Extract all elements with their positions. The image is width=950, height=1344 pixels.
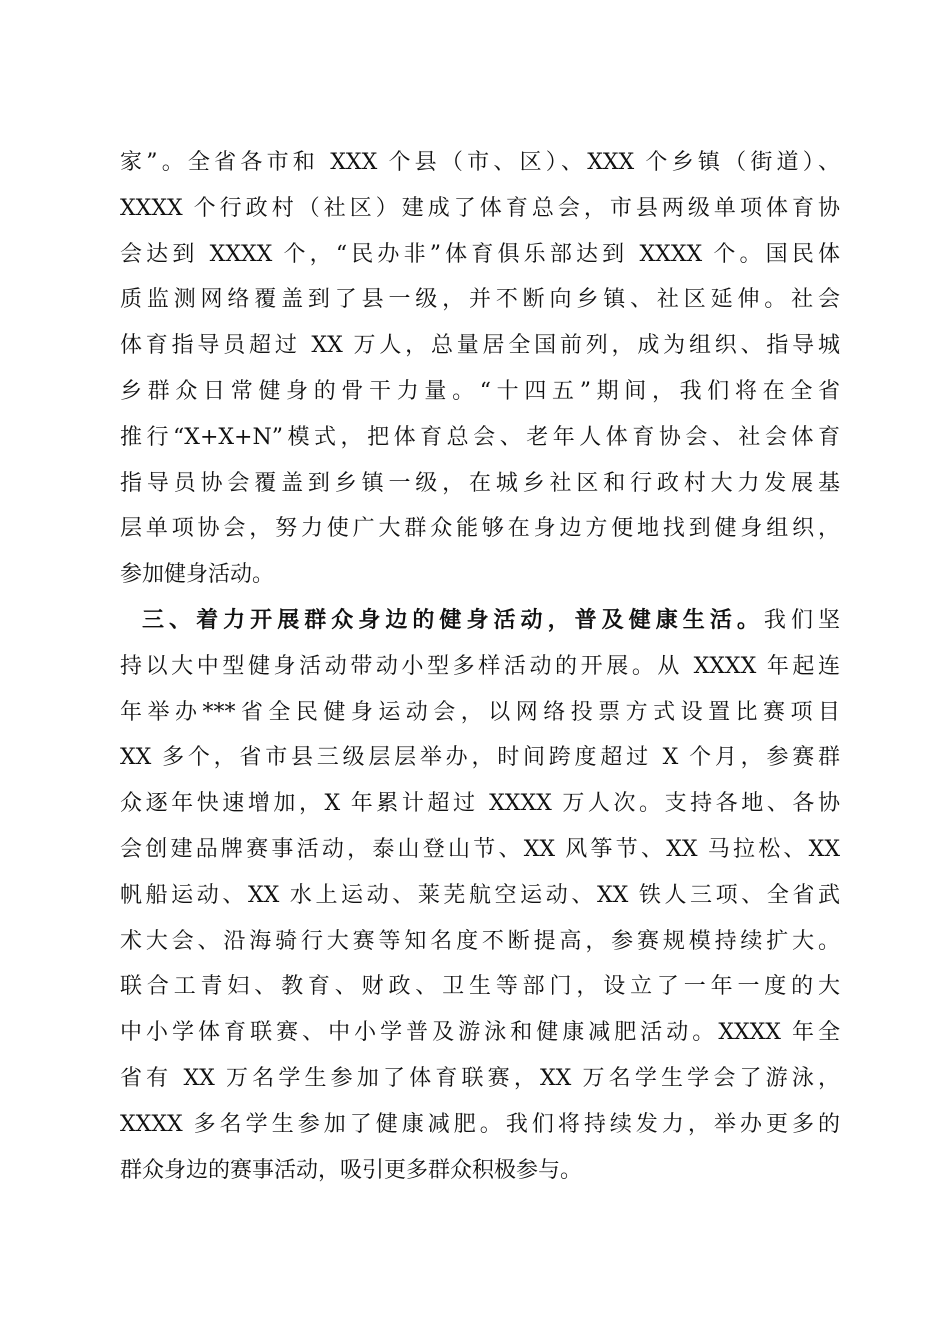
paragraph-line: 会达到 XXXX 个，“民办非”体育俱乐部达到 XXXX 个。国民体 xyxy=(120,241,840,267)
paragraph-line: 帆船运动、XX 水上运动、莱芜航空运动、XX 铁人三项、全省武 xyxy=(120,882,840,908)
paragraph-line: 众逐年快速增加，X 年累计超过 XXXX 万人次。支持各地、各协 xyxy=(120,791,840,817)
paragraph-line: XXXX 多名学生参加了健康减肥。我们将持续发力，举办更多的 xyxy=(120,1111,840,1137)
paragraph-line: 群众身边的赛事活动，吸引更多群众积极参与。 xyxy=(120,1157,583,1183)
paragraph-1 xyxy=(120,140,840,598)
paragraph-line: 推行“X+X+N”模式，把体育总会、老年人体育协会、社会体育 xyxy=(120,424,840,450)
paragraph-line: 层单项协会，努力使广大群众能够在身边方便地找到健身组织， xyxy=(120,516,840,542)
paragraph-line: 会创建品牌赛事活动，泰山登山节、XX 风筝节、XX 马拉松、XX xyxy=(120,836,840,862)
paragraph-line: 联合工青妇、教育、财政、卫生等部门，设立了一年一度的大 xyxy=(120,974,840,1000)
paragraph-line: XX 多个，省市县三级层层举办，时间跨度超过 X 个月，参赛群 xyxy=(120,745,840,771)
paragraph-first-line xyxy=(120,598,840,644)
paragraph-line: 乡群众日常健身的骨干力量。“十四五”期间，我们将在全省 xyxy=(120,378,840,404)
section-heading: 三、着力开展群众身边的健身活动，普及健康生活。 xyxy=(142,607,764,633)
paragraph-line: 持以大中型健身活动带动小型多样活动的开展。从 XXXX 年起连 xyxy=(120,653,840,679)
paragraph-line: XXXX 个行政村（社区）建成了体育总会，市县两级单项体育协 xyxy=(120,195,840,221)
paragraph-line: 省有 XX 万名学生参加了体育联赛，XX 万名学生学会了游泳， xyxy=(120,1065,840,1091)
paragraph-line: 指导员协会覆盖到乡镇一级，在城乡社区和行政村大力发展基 xyxy=(120,470,840,496)
paragraph-line: 年举办***省全民健身运动会，以网络投票方式设置比赛项目 xyxy=(120,699,840,725)
paragraph-line: 术大会、沿海骑行大赛等知名度不断提高，参赛规模持续扩大。 xyxy=(120,928,840,954)
heading-line-continuation: 我们坚 xyxy=(763,607,840,633)
document-body xyxy=(120,140,840,1193)
paragraph-line: 参加健身活动。 xyxy=(120,562,275,588)
paragraph-line: 家”。全省各市和 XXX 个县（市、区）、XXX 个乡镇（街道）、 xyxy=(120,150,840,175)
paragraph-line: 中小学体育联赛、中小学普及游泳和健康减肥活动。XXXX 年全 xyxy=(120,1020,840,1046)
paragraph-line: 质监测网络覆盖到了县一级，并不断向乡镇、社区延伸。社会 xyxy=(120,287,840,313)
paragraph-line: 体育指导员超过 XX 万人，总量居全国前列，成为组织、指导城 xyxy=(120,333,840,359)
paragraph-2 xyxy=(120,598,840,1193)
